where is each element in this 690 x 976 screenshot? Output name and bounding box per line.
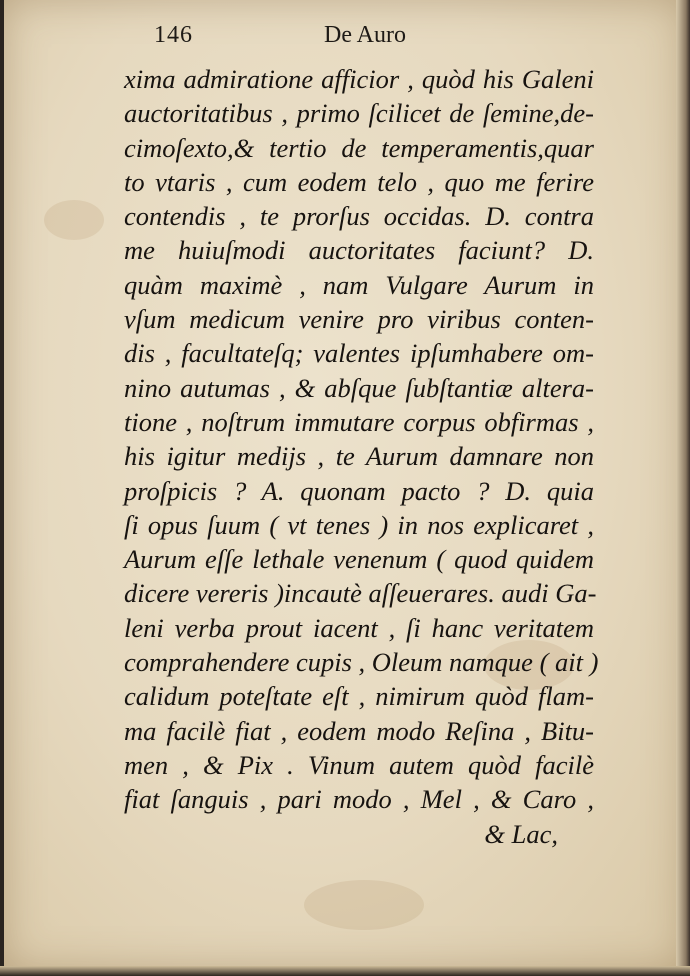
text-line: contendis , te prorſus occidas. D. contra (124, 201, 594, 232)
text-line: fiat ſanguis , pari modo , Mel , & Caro , (124, 784, 594, 815)
text-line: tione , noſtrum immutare corpus obfirmas , (124, 406, 594, 437)
text-line: nino autumas , & abſque ſubſtantiæ altera- (124, 372, 594, 403)
catchword-line: & Lac, (484, 818, 558, 849)
text-line: comprahendere cupis , Oleum namque ( ait ) (124, 647, 599, 678)
text-line: proſpicis ? A. quonam pacto ? D. quia (124, 475, 594, 506)
text-line: ſi opus ſuum ( vt tenes ) in nos explicaret , (124, 509, 594, 540)
text-line: me huiuſmodi auctoritates faciunt? D. (124, 235, 594, 266)
text-line: auctoritatibus , primo ſcilicet de ſemine,de- (124, 98, 594, 129)
body-text (124, 62, 599, 851)
book-page (4, 0, 684, 970)
page-number: 146 (154, 22, 193, 48)
text-line: men , & Pix . Vinum autem quòd facilè (124, 749, 594, 780)
text-line: quàm maximè , nam Vulgare Aurum in (124, 269, 594, 300)
text-line: vſum medicum venire pro viribus conten- (124, 304, 594, 335)
text-line: cimoſexto,& tertio de temperamentis,quar (124, 132, 594, 163)
text-line: dis , facultateſq; valentes ipſumhabere om- (124, 338, 594, 369)
text-line: leni verba prout iacent , ſi hanc veritatem (124, 612, 594, 643)
text-line: xima admiratione afficior , quòd his Galeni (124, 64, 594, 94)
text-line: Aurum eſſe lethale venenum ( quod quidem (124, 544, 594, 575)
text-line: ma facilè fiat , eodem modo Reſina , Bitu- (124, 715, 594, 746)
book-edge (676, 0, 690, 976)
paper-stain (44, 200, 104, 240)
page-header (154, 22, 454, 52)
paper-stain (304, 880, 424, 930)
text-line: calidum poteſtate eſt , nimirum quòd flam- (124, 681, 594, 712)
text-line: dicere vereris )incautè aſſeuerares. audi Ga- (124, 578, 597, 609)
text-line: his igitur medijs , te Aurum damnare non (124, 441, 594, 472)
book-edge (0, 966, 690, 976)
text-line: to vtaris , cum eodem telo , quo me ferire (124, 166, 594, 197)
running-head: De Auro (324, 22, 406, 48)
